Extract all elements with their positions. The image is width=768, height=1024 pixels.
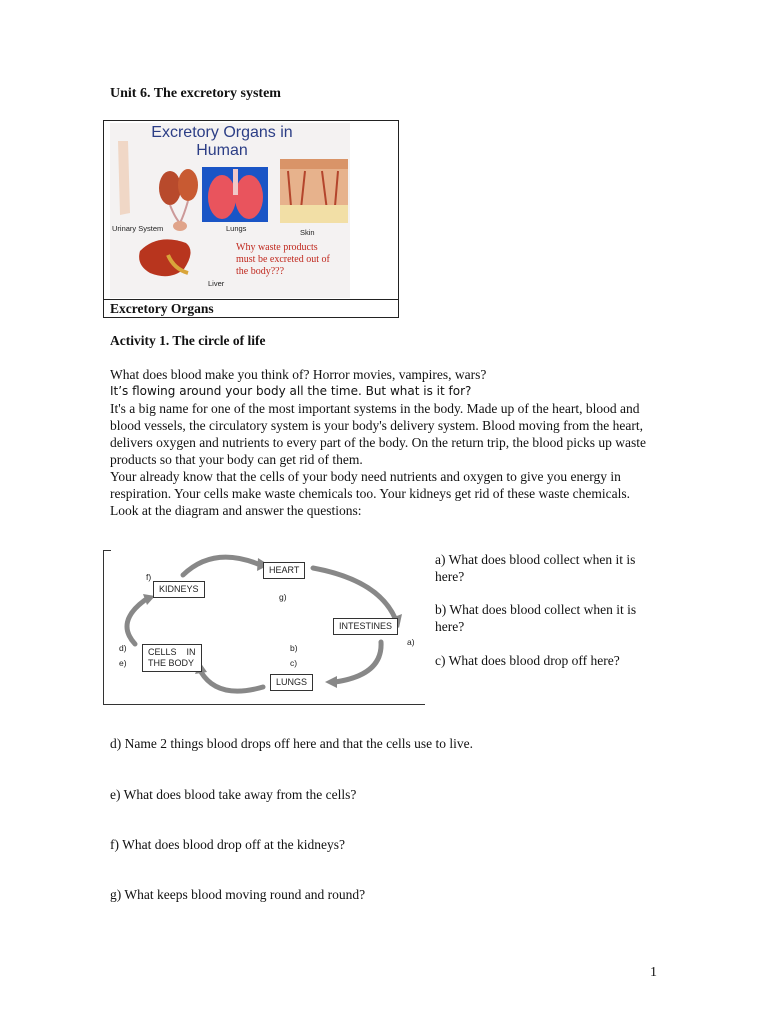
figure-question-line1: Why waste products	[236, 242, 318, 253]
mark-e: e)	[119, 658, 127, 668]
mark-b: b)	[290, 643, 298, 653]
excretory-organs-image	[110, 123, 350, 298]
lungs-box: LUNGS	[270, 674, 313, 691]
intestines-box: INTESTINES	[333, 618, 398, 635]
question-f: f) What does blood drop off at the kidneys?	[110, 837, 345, 852]
figure-caption: Excretory Organs	[110, 301, 214, 316]
page-number: 1	[650, 965, 657, 980]
circulation-diagram	[103, 550, 425, 705]
urinary-label: Urinary System	[112, 224, 164, 233]
mark-f: f)	[146, 572, 152, 582]
figure-question-line2: must be excreted out of	[236, 254, 330, 265]
excretory-organs-illustration	[110, 123, 350, 298]
mark-c: c)	[290, 658, 298, 668]
figure-caption-cell	[104, 299, 398, 318]
cells-label-line2: THE BODY	[148, 658, 195, 668]
question-e: e) What does blood take away from the cells?	[110, 787, 357, 802]
skin-drawing	[280, 159, 348, 223]
lungs-drawing	[202, 167, 268, 222]
question-a: a) What does blood collect when it is here?	[435, 552, 636, 584]
question-b: b) What does blood collect when it is here?	[435, 602, 637, 634]
cells-box	[142, 644, 202, 672]
figure-question-line3: the body???	[236, 266, 285, 277]
question-d: d) Name 2 things blood drops off here and that the cells use to live.	[110, 736, 474, 751]
intro-line-1: What does blood make you think of? Horror movies, vampires, wars?	[110, 367, 487, 382]
intro-instruction: Look at the diagram and answer the questions:	[110, 503, 362, 518]
mark-g: g)	[279, 592, 287, 602]
intro-paragraph-1: It's a big name for one of the most important systems in the body. Made up of the heart, blood and blood vessels, the circulatory system is your body's delivery system. Blood moving from the heart, delivers oxygen and nutrients to every part of the body. On the return trip, the blood picks up waste products so that your body can get rid of them.	[110, 401, 646, 467]
cells-label-line1: CELLS IN	[148, 647, 196, 657]
mark-a: a)	[407, 637, 415, 647]
skin-label: Skin	[300, 228, 315, 237]
lungs-label: Lungs	[226, 224, 247, 233]
figure-heading-line1: Excretory Organs in	[151, 124, 293, 141]
kidneys-box: KIDNEYS	[153, 581, 205, 598]
intro-paragraph-2: Your already know that the cells of your body need nutrients and oxygen to give you energy in respiration. Your cells make waste chemicals too. Your kidneys get rid of these waste chemicals.	[110, 469, 631, 501]
mark-d: d)	[119, 643, 127, 653]
figure-heading-line2: Human	[196, 142, 248, 159]
question-g: g) What keeps blood moving round and round?	[110, 887, 366, 902]
liver-label: Liver	[208, 279, 225, 288]
intro-text	[110, 366, 658, 519]
heart-box: HEART	[263, 562, 305, 579]
page-title: Unit 6. The excretory system	[110, 86, 281, 101]
intro-line-2: It’s flowing around your body all the time. But what is it for?	[110, 384, 472, 398]
figure-table	[103, 120, 399, 318]
activity-title: Activity 1. The circle of life	[110, 333, 266, 348]
question-c: c) What does blood drop off here?	[435, 653, 620, 668]
